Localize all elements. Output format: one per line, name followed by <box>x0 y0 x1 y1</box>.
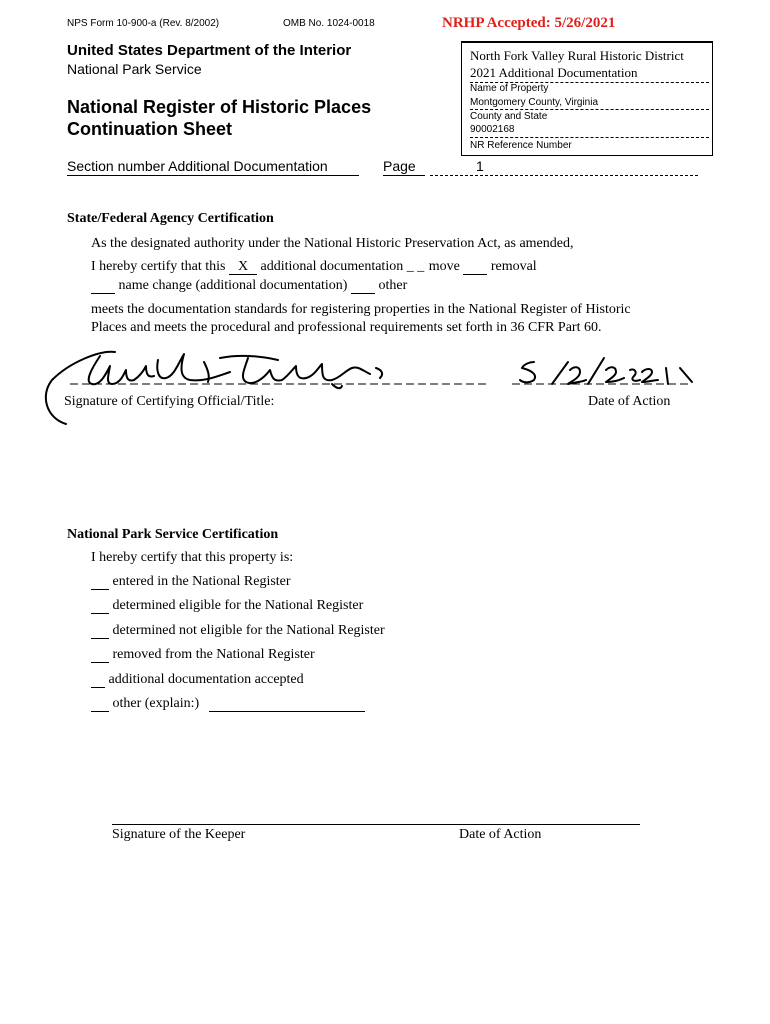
county-state-value: Montgomery County, Virginia <box>470 97 599 108</box>
form-number: NPS Form 10-900-a (Rev. 8/2002) <box>67 18 220 29</box>
additional-documentation-checkbox[interactable] <box>91 673 105 688</box>
property-name-line-2: 2021 Additional Documentation <box>470 65 638 80</box>
state-cert-line-5: Places and meets the procedural and professional requirements set forth in 36 CFR Part 60. <box>91 320 602 335</box>
property-name: North Fork Valley Rural Historic District <box>470 48 684 63</box>
removal-checkbox[interactable] <box>463 260 487 275</box>
state-cert-line-1: As the designated authority under the National Historic Preservation Act, as amended, <box>91 236 574 251</box>
nps-cert-intro: I hereby certify that this property is: <box>91 550 294 565</box>
option-other: other (explain:) <box>91 696 365 712</box>
name-change-checkbox[interactable] <box>91 279 115 294</box>
state-cert-line-2: I hereby certify that this X additional documentation _ _ move removal <box>91 259 537 274</box>
page-number: 1 <box>476 158 484 174</box>
department-name: United States Department of the Interior <box>67 42 352 59</box>
keeper-signature-label: Signature of the Keeper <box>112 827 246 842</box>
state-cert-heading: State/Federal Agency Certification <box>67 211 274 226</box>
reference-number-value: 90002168 <box>470 124 515 135</box>
option-entered: entered in the National Register <box>91 574 291 590</box>
omb-number: OMB No. 1024-0018 <box>283 18 375 29</box>
state-cert-line-3: name change (additional documentation) other <box>91 278 407 294</box>
page-number-line <box>430 175 698 176</box>
option-removed: removed from the National Register <box>91 647 315 663</box>
other-checkbox[interactable] <box>351 279 375 294</box>
state-cert-line-4: meets the documentation standards for registering properties in the National Register of Historic <box>91 302 631 317</box>
date-of-action-label: Date of Action <box>588 394 671 409</box>
page-label: Page <box>383 158 416 174</box>
section-underline <box>67 175 359 176</box>
option-additional-documentation: additional documentation accepted <box>91 672 304 688</box>
nrhp-accepted-stamp: NRHP Accepted: 5/26/2021 <box>442 15 616 31</box>
reference-number-label: NR Reference Number <box>470 140 572 151</box>
certifying-official-signature <box>40 340 700 432</box>
other-explain-field[interactable] <box>209 697 365 712</box>
signature-label: Signature of Certifying Official/Title: <box>64 394 275 409</box>
move-checkbox[interactable]: _ _ <box>406 259 425 274</box>
determined-eligible-checkbox[interactable] <box>91 599 109 614</box>
nps-cert-heading: National Park Service Certification <box>67 527 279 542</box>
removed-checkbox[interactable] <box>91 648 109 663</box>
entered-checkbox[interactable] <box>91 575 109 590</box>
service-name: National Park Service <box>67 61 202 77</box>
page-title <box>67 96 371 140</box>
other-explain-checkbox[interactable] <box>91 697 109 712</box>
county-state-label: County and State <box>470 111 548 122</box>
box-divider <box>470 109 709 110</box>
box-divider <box>470 137 709 138</box>
page-label-underline <box>383 175 425 176</box>
determined-not-eligible-checkbox[interactable] <box>91 624 109 639</box>
option-determined-not-eligible: determined not eligible for the National Register <box>91 623 385 639</box>
property-info-box <box>461 41 713 156</box>
option-determined-eligible: determined eligible for the National Register <box>91 598 363 614</box>
additional-doc-checkbox[interactable]: X <box>229 260 257 275</box>
title-line-2: Continuation Sheet <box>67 119 232 139</box>
title-line-1: National Register of Historic Places <box>67 97 372 117</box>
keeper-signature-line <box>112 824 640 825</box>
name-of-property-label: Name of Property <box>470 83 549 94</box>
section-number: Section number Additional Documentation <box>67 158 328 174</box>
keeper-date-label: Date of Action <box>459 827 542 842</box>
